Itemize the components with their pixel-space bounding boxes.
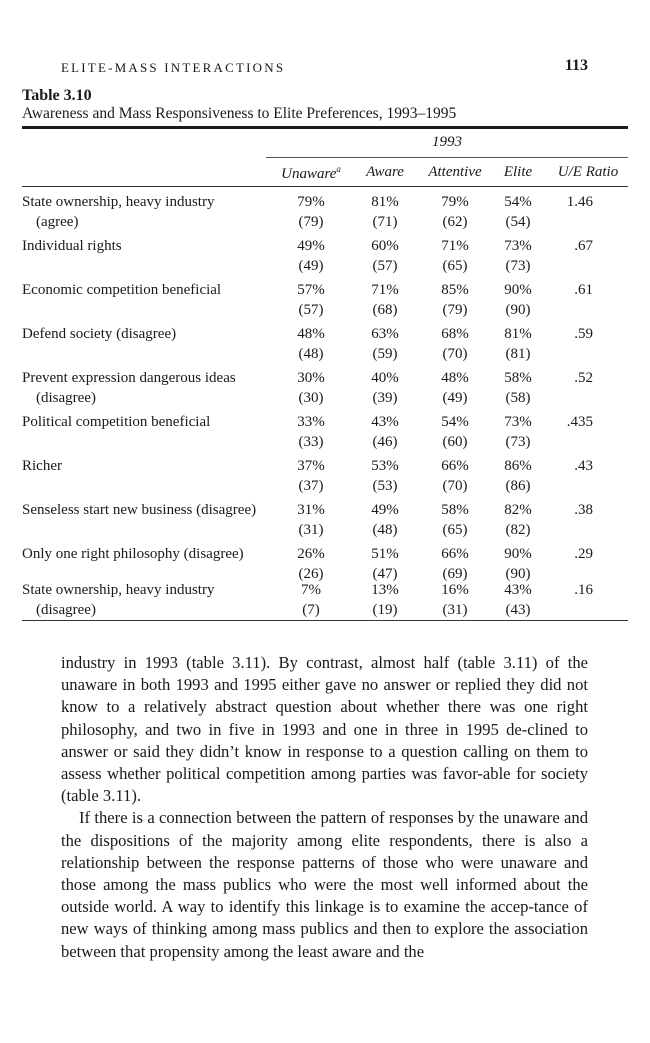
row-label xyxy=(22,544,282,564)
cell-count: (70) xyxy=(442,346,468,362)
cell-percent: 48% xyxy=(297,326,325,342)
cell-count: (48) xyxy=(298,346,324,362)
column-header-unaware: Unaware$^a$ xyxy=(281,164,341,182)
cell-percent: 26% xyxy=(297,546,325,562)
row-label-line: (disagree) xyxy=(36,390,96,406)
table-cell xyxy=(490,236,546,276)
table-cell xyxy=(490,500,546,540)
cell-percent: 13% xyxy=(371,582,399,598)
cell-count: (49) xyxy=(298,258,324,274)
row-label xyxy=(22,236,282,256)
cell-percent: 81% xyxy=(504,326,532,342)
table-row xyxy=(0,324,650,368)
table-cell xyxy=(490,412,546,452)
cell-percent: 54% xyxy=(441,414,469,430)
table-cell xyxy=(416,456,494,496)
row-label-line: Only one right philosophy (disagree) xyxy=(22,546,244,562)
table-cell xyxy=(355,544,415,584)
cell-count: (90) xyxy=(505,566,531,582)
table-cell xyxy=(490,580,546,620)
table-cell xyxy=(490,192,546,232)
row-label-line: Defend society (disagree) xyxy=(22,326,177,342)
cell-percent: 49% xyxy=(297,238,325,254)
cell-count: (33) xyxy=(298,434,324,450)
cell-count: (57) xyxy=(298,302,324,318)
cell-percent: 82% xyxy=(504,502,532,518)
row-label xyxy=(22,456,282,476)
ratio-cell: .61 xyxy=(574,282,593,298)
cell-percent: 85% xyxy=(441,282,469,298)
cell-count: (79) xyxy=(298,214,324,230)
row-label-line: (disagree) xyxy=(36,602,96,618)
cell-percent: 49% xyxy=(371,502,399,518)
table-row xyxy=(0,236,650,280)
cell-count: (86) xyxy=(505,478,531,494)
cell-percent: 79% xyxy=(297,194,325,210)
table-top-rule xyxy=(22,126,628,129)
row-label-line: Individual rights xyxy=(22,238,122,254)
cell-percent: 90% xyxy=(504,546,532,562)
cell-count: (48) xyxy=(372,522,398,538)
table-cell xyxy=(276,500,346,540)
cell-percent: 66% xyxy=(441,458,469,474)
cell-percent: 79% xyxy=(441,194,469,210)
cell-percent: 57% xyxy=(297,282,325,298)
cell-count: (65) xyxy=(442,522,468,538)
cell-percent: 40% xyxy=(371,370,399,386)
cell-count: (60) xyxy=(442,434,468,450)
cell-count: (43) xyxy=(505,602,531,618)
table-cell xyxy=(355,368,415,408)
table-cell xyxy=(490,324,546,364)
cell-count: (37) xyxy=(298,478,324,494)
cell-percent: 43% xyxy=(371,414,399,430)
table-cell xyxy=(355,236,415,276)
cell-percent: 66% xyxy=(441,546,469,562)
table-cell xyxy=(276,324,346,364)
table-bottom-rule xyxy=(22,620,628,621)
row-label-line: Economic competition beneficial xyxy=(22,282,222,298)
cell-count: (82) xyxy=(505,522,531,538)
cell-percent: 58% xyxy=(504,370,532,386)
cell-count: (30) xyxy=(298,390,324,406)
table-cell xyxy=(276,280,346,320)
cell-percent: 43% xyxy=(504,582,532,598)
table-year: 1993 xyxy=(432,134,462,150)
cell-percent: 54% xyxy=(504,194,532,210)
cell-count: (79) xyxy=(442,302,468,318)
table-cell xyxy=(416,324,494,364)
running-head: ELITE-MASS INTERACTIONS xyxy=(61,60,286,75)
cell-count: (46) xyxy=(372,434,398,450)
row-label xyxy=(22,192,282,232)
cell-percent: 86% xyxy=(504,458,532,474)
ratio-cell: .52 xyxy=(574,370,593,386)
cell-count: (62) xyxy=(442,214,468,230)
table-cell xyxy=(490,456,546,496)
cell-percent: 30% xyxy=(297,370,325,386)
table-row xyxy=(0,580,650,624)
table-cell xyxy=(276,412,346,452)
cell-count: (54) xyxy=(505,214,531,230)
cell-percent: 16% xyxy=(441,582,469,598)
cell-count: (49) xyxy=(442,390,468,406)
ratio-cell: .43 xyxy=(574,458,593,474)
table-cell xyxy=(416,544,494,584)
footnote-mark: a xyxy=(336,164,341,174)
table-cell xyxy=(276,236,346,276)
cell-percent: 37% xyxy=(297,458,325,474)
column-header-elite: Elite xyxy=(503,164,533,180)
cell-percent: 7% xyxy=(301,582,321,598)
row-label-line: Political competition beneficial xyxy=(22,414,211,430)
table-cell xyxy=(355,580,415,620)
table-cell xyxy=(490,544,546,584)
row-label-line: State ownership, heavy industry xyxy=(22,582,215,598)
cell-count: (69) xyxy=(442,566,468,582)
table-cell xyxy=(416,280,494,320)
cell-percent: 81% xyxy=(371,194,399,210)
cell-count: (70) xyxy=(442,478,468,494)
cell-percent: 68% xyxy=(441,326,469,342)
table-row xyxy=(0,500,650,544)
cell-count: (19) xyxy=(372,602,398,618)
cell-percent: 31% xyxy=(297,502,325,518)
cell-count: (31) xyxy=(298,522,324,538)
table-cell xyxy=(355,500,415,540)
row-label-line: State ownership, heavy industry xyxy=(22,194,215,210)
cell-percent: 73% xyxy=(504,238,532,254)
ratio-cell: .29 xyxy=(574,546,593,562)
header-rule xyxy=(22,186,628,187)
cell-count: (7) xyxy=(302,602,320,618)
cell-count: (53) xyxy=(372,478,398,494)
table-cell xyxy=(416,500,494,540)
table-cell xyxy=(276,368,346,408)
table-row xyxy=(0,456,650,500)
cell-count: (58) xyxy=(505,390,531,406)
cell-count: (26) xyxy=(298,566,324,582)
cell-count: (59) xyxy=(372,346,398,362)
table-cell xyxy=(355,324,415,364)
table-cell xyxy=(276,456,346,496)
paragraph: industry in 1993 (table 3.11). By contrast, almost half (table 3.11) of the unaware in both 1993 and 1995 either gave no answer or replied they did not know to a relatively abstract question about whether there was one right philosophy, and two in five in 1993 and one in three in 1995 de-clined to answer or said they didn’t know in response to a question calling on them to assess whether political competition among parties was favor-able for society (table 3.11). xyxy=(61,653,588,806)
row-label xyxy=(22,324,282,344)
row-label-line: Richer xyxy=(22,458,62,474)
table-cell xyxy=(276,544,346,584)
cell-count: (73) xyxy=(505,258,531,274)
cell-count: (73) xyxy=(505,434,531,450)
row-label xyxy=(22,368,282,408)
table-cell xyxy=(416,236,494,276)
table-cell xyxy=(490,368,546,408)
cell-percent: 51% xyxy=(371,546,399,562)
table-title: Awareness and Mass Responsiveness to Elite Preferences, 1993–1995 xyxy=(22,105,457,122)
table-cell xyxy=(355,192,415,232)
row-label xyxy=(22,280,282,300)
table-cell xyxy=(355,456,415,496)
cell-percent: 33% xyxy=(297,414,325,430)
cell-count: (65) xyxy=(442,258,468,274)
table-cell xyxy=(416,412,494,452)
cell-percent: 48% xyxy=(441,370,469,386)
row-label xyxy=(22,580,282,620)
row-label-line: Prevent expression dangerous ideas xyxy=(22,370,236,386)
ratio-cell: .435 xyxy=(566,414,593,430)
table-cell xyxy=(490,280,546,320)
cell-count: (39) xyxy=(372,390,398,406)
column-header-attentive: Attentive xyxy=(428,164,482,180)
table-cell xyxy=(276,192,346,232)
table-row xyxy=(0,368,650,412)
cell-percent: 58% xyxy=(441,502,469,518)
cell-count: (81) xyxy=(505,346,531,362)
table-number: Table 3.10 xyxy=(22,87,92,104)
table-row xyxy=(0,192,650,236)
cell-count: (57) xyxy=(372,258,398,274)
column-header-ratio: U/E Ratio xyxy=(557,164,619,180)
ratio-cell: .59 xyxy=(574,326,593,342)
year-rule xyxy=(266,157,628,158)
row-label xyxy=(22,500,282,520)
column-header-aware: Aware xyxy=(366,164,404,180)
table-cell xyxy=(276,580,346,620)
row-label-line: (agree) xyxy=(36,214,79,230)
cell-percent: 71% xyxy=(441,238,469,254)
table-row xyxy=(0,280,650,324)
table-cell xyxy=(355,280,415,320)
row-label xyxy=(22,412,282,432)
cell-count: (71) xyxy=(372,214,398,230)
cell-count: (31) xyxy=(442,602,468,618)
cell-percent: 71% xyxy=(371,282,399,298)
cell-count: (47) xyxy=(372,566,398,582)
body-text xyxy=(61,652,588,963)
table-cell xyxy=(355,412,415,452)
cell-percent: 53% xyxy=(371,458,399,474)
paragraph: If there is a connection between the pattern of responses by the unaware and the dispositions of the majority among elite respondents, there is also a relationship between the response patterns of those who were unaware and those among the mass publics who were the most well informed about the outside world. A way to identify this linkage is to examine the accep-tance of new ways of thinking among mass publics and then to explore the association between that propensity among the least aware and the xyxy=(61,808,588,961)
table-cell xyxy=(416,580,494,620)
cell-count: (90) xyxy=(505,302,531,318)
cell-percent: 73% xyxy=(504,414,532,430)
ratio-cell: 1.46 xyxy=(566,194,593,210)
page-number: 113 xyxy=(564,57,588,74)
ratio-cell: .38 xyxy=(574,502,593,518)
cell-count: (68) xyxy=(372,302,398,318)
ratio-cell: .16 xyxy=(574,582,593,598)
cell-percent: 90% xyxy=(504,282,532,298)
table-row xyxy=(0,412,650,456)
row-label-line: Senseless start new business (disagree) xyxy=(22,502,257,518)
ratio-cell: .67 xyxy=(574,238,593,254)
cell-percent: 63% xyxy=(371,326,399,342)
table-cell xyxy=(416,368,494,408)
table-cell xyxy=(416,192,494,232)
cell-percent: 60% xyxy=(371,238,399,254)
